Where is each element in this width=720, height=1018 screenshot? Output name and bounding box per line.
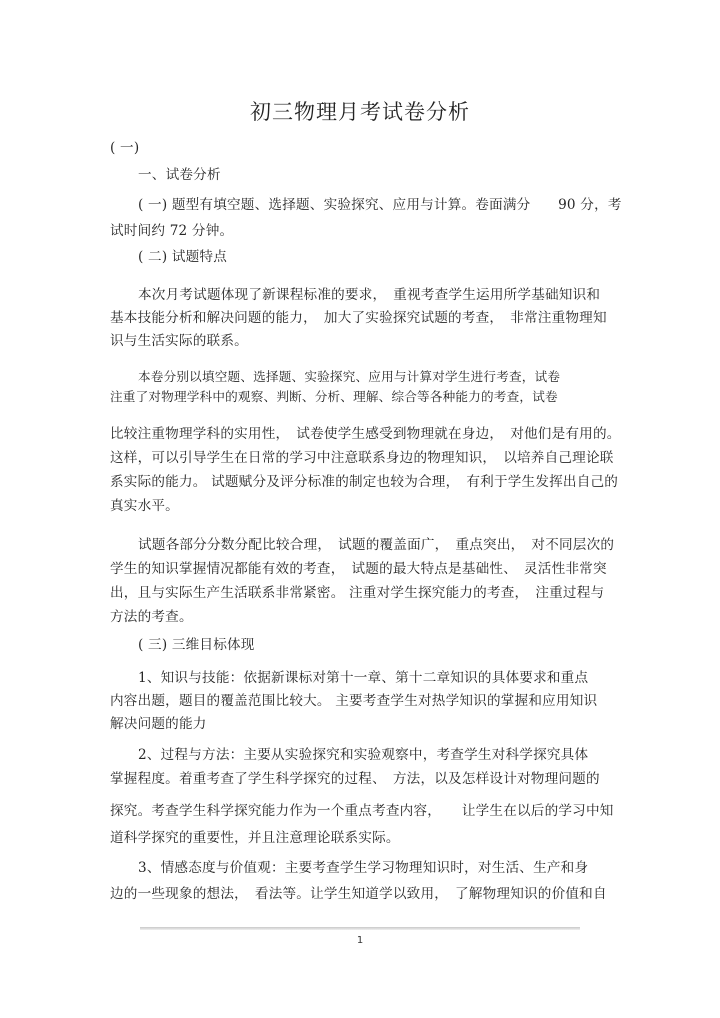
- paragraph-line: 识与生活实际的联系。: [110, 333, 248, 349]
- paragraph-line: 方法的考查。: [110, 609, 193, 625]
- paragraph-line: 探究。考查学生科学探究能力作为一个重点考查内容， 让学生在以后的学习中知: [110, 803, 614, 819]
- page-number: 1: [356, 935, 364, 946]
- paragraph-line: 注重了对物理学科中的观察、判断、分析、理解、综合等各种能力的考查，试卷: [110, 389, 558, 404]
- paragraph-line: 这样，可以引导学生在日常的学习中注意联系身边的物理知识， 以培养自己理论联: [110, 450, 614, 466]
- paragraph-line: 解决问题的能力: [110, 716, 207, 732]
- paragraph-line: 2、过程与方法：主要从实验探究和实验观察中，考查学生对科学探究具体: [138, 747, 589, 763]
- paragraph-line: 1、知识与技能：依据新课标对第十一章、第十二章知识的具体要求和重点: [138, 670, 589, 686]
- paragraph-line: 出，且与实际生产生活联系非常紧密。 注重对学生探究能力的考查， 注重过程与: [110, 585, 605, 601]
- paragraph-line: 本卷分别以填空题、选择题、实验探究、应用与计算对学生进行考查，试卷: [138, 369, 561, 384]
- paragraph-line: ( 一) 题型有填空题、选择题、实验探究、应用与计算。卷面满分 90 分，考: [138, 197, 622, 213]
- paragraph-line: 本次月考试题体现了新课程标准的要求， 重视考查学生运用所学基础知识和: [138, 287, 601, 303]
- paragraph-line: 基本技能分析和解决问题的能力， 加大了实验探究试题的考查， 非常注重物理知: [110, 310, 607, 326]
- document-title: 初三物理月考试卷分析: [250, 100, 470, 124]
- paragraph-line: 试题各部分分数分配比较合理， 试题的覆盖面广， 重点突出， 对不同层次的: [138, 537, 615, 553]
- paragraph-line: 3、情感态度与价值观：主要考查学生学习物理知识时，对生活、生产和身: [138, 860, 589, 876]
- paragraph-line: 道科学探究的重要性，并且注意理论联系实际。: [110, 830, 400, 846]
- section-heading: 一、试卷分析: [138, 167, 221, 183]
- paragraph-line: 学生的知识掌握情况都能有效的考查， 试题的最大特点是基础性、 灵活性非常突: [110, 561, 607, 577]
- paragraph-line: 内容出题，题目的覆盖范围比较大。 主要考查学生对热学知识的掌握和应用知识: [110, 693, 598, 709]
- paragraph-line: 边的一些现象的想法， 看法等。让学生知道学以致用， 了解物理知识的价值和自: [110, 886, 607, 902]
- subsection-heading: ( 二) 试题特点: [138, 249, 228, 265]
- paragraph-line: 掌握程度。着重考查了学生科学探究的过程、 方法，以及怎样设计对物理问题的: [110, 771, 600, 787]
- paragraph-line: 试时间约 72 分钟。: [110, 223, 234, 239]
- paragraph-line: 系实际的能力。 试题赋分及评分标准的制定也较为合理， 有利于学生发挥出自己的: [110, 474, 619, 490]
- paragraph-line: 真实水平。: [110, 498, 179, 514]
- footer-divider: [140, 927, 580, 930]
- paragraph-line: 比较注重物理学科的实用性， 试卷使学生感受到物理就在身边， 对他们是有用的。: [110, 426, 621, 442]
- subsection-heading: ( 三) 三维目标体现: [138, 637, 255, 653]
- section-marker: ( 一): [110, 140, 140, 156]
